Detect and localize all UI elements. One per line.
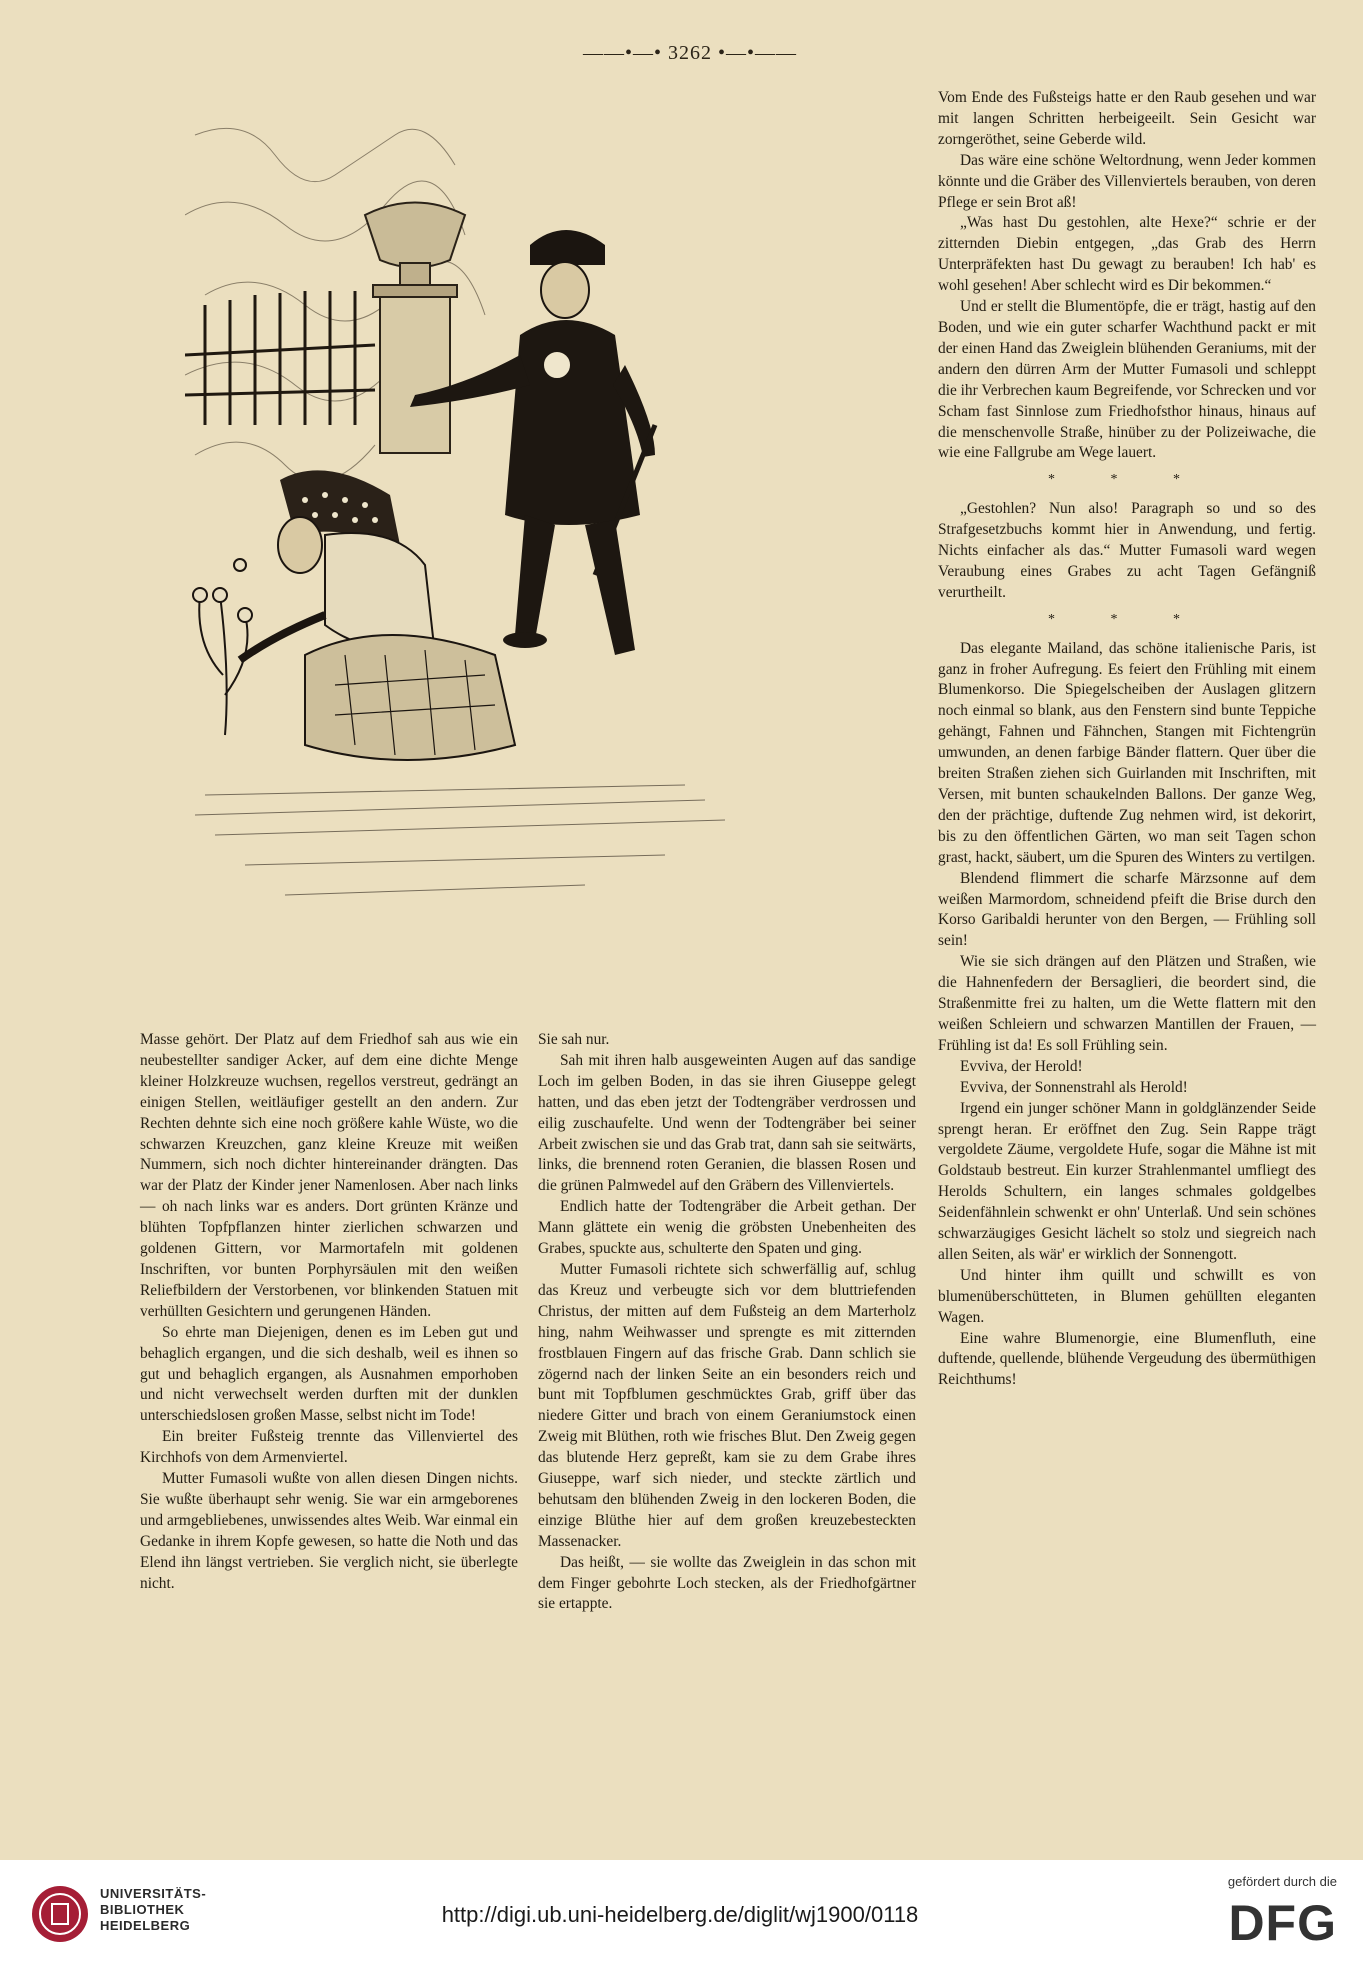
paragraph: Und hinter ihm quillt und schwillt es von blumenüberschütteten, in Blumen gehüllten eleganten Wagen. bbox=[938, 1266, 1316, 1326]
source-url-link[interactable]: http://digi.ub.uni-heidelberg.de/diglit/wj1900/0118 bbox=[441, 1902, 919, 1927]
cemetery-fence bbox=[185, 291, 375, 425]
geranium-plant bbox=[193, 559, 252, 735]
paragraph: „Was hast Du gestohlen, alte Hexe?“ schrie er der zitternden Diebin entgegen, „das Grab des Herrn Unterpräfekten hast Du gewagt zu berauben! Ich hab' es wohl gesehen! Aber schlecht wird es Dir bekommen.“ bbox=[938, 214, 1316, 295]
footer-bar bbox=[0, 1860, 1363, 1964]
section-break: * * * bbox=[1048, 472, 1206, 488]
paragraph: Vom Ende des Fußsteigs hatte er den Raub gesehen und war mit langen Schritten herbeigeeilt. Sein Gesicht war zorngeröthet, seine Geberde wild. bbox=[938, 89, 1316, 148]
paragraph: Eine wahre Blumenorgie, eine Blumenfluth, eine duftende, quellende, blühende Vergeudung des übermüthigen Reichthums! bbox=[938, 1329, 1316, 1389]
university-library-name bbox=[100, 1886, 206, 1934]
paragraph: So ehrte man Diejenigen, denen es im Leben gut und behaglich ergangen, und die sich deshalb, weil es ihnen so gut und behaglich ergangen, als Ausnahmen emporhoben und nicht verwechselt werden durften mit der dunklen unterschiedslosen großen Masse, selbst nicht im Tode! bbox=[140, 1323, 518, 1425]
paragraph: Evviva, der Herold! bbox=[960, 1057, 1083, 1075]
paragraph: Das wäre eine schöne Weltordnung, wenn Jeder kommen könnte und die Gräber des Villenviertels berauben, von deren Pflege er sein Brot aß! bbox=[938, 151, 1316, 211]
ground-hatching bbox=[195, 785, 725, 895]
paragraph: Irgend ein junger schöner Mann in goldglänzender Seide sprengt heran. Er eröffnet den Zug. Sein Rappe trägt vergoldete Zäume, vergoldete Hufe, sogar die Mähne ist mit Goldstaub bestreut. Ein kurzer Strahlenmantel umfliegt des Herolds Schultern, ein langes schmales goldgelbes Seidenfähnlein schwenkt er ohn' Unterlaß. Und sein schönes schwarzäugiges Gesicht lächelt so stolz und siegreich nach allen Seiten, als wär' er wirklich der Sonnengott. bbox=[938, 1099, 1316, 1263]
dfg-logo: DFG bbox=[1228, 1895, 1337, 1951]
uni-line: HEIDELBERG bbox=[100, 1918, 191, 1933]
column-middle bbox=[538, 1030, 916, 1615]
paragraph: Masse gehört. Der Platz auf dem Friedhof sah aus wie ein neubestellter sandiger Acker, auf dem eine dichte Menge kleiner Holzkreuze wuchsen, regellos verstreut, gedrängt an einigen Stellen, weitläufiger gestellt an den andern. Zur Rechten dehnte sich eine noch größere kahle Wüste, wo die schwarzen Kreuzchen, ganz kleine Kreuze mit weißen Nummern, sich noch dichter hintereinander drängten. Das war der Platz der Kinder jener Namenlosen. Aber nach links — oh nach links war es anders. Dort grünten Kränze und blühten Topfpflanzen hinter zierlichen schwarzen und goldenen Gittern, vor Marmortafeln mit goldenen Inschriften, vor bunten Porphyrsäulen mit den weißen Reliefbildern der Verstorbenen, vor blinkenden Statuen mit verhüllten Gesichtern und gerungenen Händen. bbox=[140, 1031, 518, 1320]
paragraph: Sie sah nur. bbox=[538, 1031, 610, 1048]
paragraph: Ein breiter Fußsteig trennte das Villenviertel des Kirchhofs von dem Armenviertel. bbox=[140, 1428, 518, 1467]
paragraph: Sah mit ihren halb ausgeweinten Augen auf das sandige Loch im gelben Boden, in das sie ihren Giuseppe gelegt hatten, und das eben jetzt der Todtengräber verdrossen und eilig zuschaufelte. Und wenn der Todtengräber bei seiner Arbeit zwischen sie und das Grab trat, dann sah sie seitwärts, links, die brennend roten Geranien, die blassen Rosen und die grünen Palmwedel auf den Gräbern des Villenviertels. bbox=[538, 1051, 916, 1195]
paragraph: Und er stellt die Blumentöpfe, die er trägt, hastig auf den Boden, und wie ein guter scharfer Wachthund packt er mit der einen Hand das Zweiglein blühenden Geraniums, mit der andern den dürren Arm der Mutter Fumasoli und schleppt die ihr Verbrechen kaum Begreifende, vor Schrecken und vor Scham fast Sinnlose zum Friedhofsthor hinaus, hinaus auf die menschenvolle Straße, hinüber zu der Polizeiwache, die wie eine Fallgrube am Wege lauert. bbox=[938, 298, 1316, 462]
urn-monument bbox=[365, 203, 465, 454]
illustration-graveyard-scene bbox=[185, 95, 745, 1015]
paragraph: Blendend flimmert die scharfe Märzsonne auf dem weißen Marmordom, schneidend pfeift die Brise durch den Korso Garibaldi herunter von den Bergen, — Frühling soll sein! bbox=[938, 869, 1316, 950]
uni-line: BIBLIOTHEK bbox=[100, 1902, 185, 1917]
university-seal-icon bbox=[30, 1884, 90, 1944]
old-woman-figure bbox=[240, 470, 515, 760]
paragraph: Mutter Fumasoli wußte von allen diesen Dingen nichts. Sie wußte überhaupt sehr wenig. Sie war ein armgeborenes und armgebliebenes, unwissendes altes Weib. War einmal ein Gedanke in ihrem Kopfe gewesen, so hatte die Noth und das Elend ihn längst vertrieben. Sie verglich nicht, sie überlegte nicht. bbox=[140, 1470, 518, 1592]
section-break: * * * bbox=[1048, 611, 1206, 627]
column-right bbox=[938, 88, 1316, 1391]
paragraph: Evviva, der Sonnenstrahl als Herold! bbox=[960, 1078, 1188, 1096]
paragraph: Das elegante Mailand, das schöne italienische Paris, ist ganz in froher Aufregung. Es feiert den Frühling mit einem Blumenkorso. Die Spiegelscheiben der Auslagen glitzern noch einmal so blank, aus den Fenstern sind bunte Teppiche gehängt, Fahnen und Fähnchen, Stangen mit Fichtengrün umwunden, an denen farbige Bänder flattern. Quer über die breiten Straßen ziehen sich Guirlanden mit Inschriften, mit Versen, mit bunten schaukelnden Ballons. Der ganze Weg, den der prächtige, duftende Zug nehmen wird, ist dekorirt, bis zu den öffentlichen Gärten, wo man seit Tagen schon grast, hackt, säubert, um die Spuren des Winters zu vertilgen. bbox=[938, 639, 1316, 866]
paragraph: Endlich hatte der Todtengräber die Arbeit gethan. Der Mann glättete ein wenig die gröbsten Unebenheiten des Grabes, spuckte aus, schulterte den Spaten und ging. bbox=[538, 1198, 916, 1258]
paragraph: Wie sie sich drängen auf den Plätzen und Straßen, wie die Hahnenfedern der Bersaglieri, die beordert sind, die Straßenmitte frei zu halten, um die Wette flattern mit den weißen Schleiern und schwarzen Mantillen der Frauen, — Frühling ist da! Es soll Frühling sein. bbox=[938, 953, 1316, 1054]
paragraph: Das heißt, — sie wollte das Zweiglein in das schon mit dem Finger gebohrte Loch stecken, als der Friedhofgärtner sie ertappte. bbox=[538, 1553, 916, 1613]
paragraph: „Gestohlen? Nun also! Paragraph so und so des Strafgesetzbuchs kommt hier in Anwendung, und fertig. Nichts einfacher als das.“ Mutter Fumasoli ward wegen Veraubung eines Grabes zu acht Tagen Gefängniß verurtheilt. bbox=[938, 500, 1316, 601]
column-left bbox=[140, 1030, 518, 1594]
uni-line: UNIVERSITÄTS- bbox=[100, 1886, 207, 1901]
paragraph: Mutter Fumasoli richtete sich schwerfällig auf, schlug das Kreuz und verbeugte sich vor dem bluttriefenden Christus, der mitten auf dem Fußsteig an dem Marterholz hing, nahm Weihwasser und sprengte es mit zitternden frostblauen Fingern auf das frische Grab. Dann schlich sie zögernd nach der linken Seite an ein besonders reich und bunt mit Topfblumen geschmücktes Grab, griff über das niedere Gitter und brach von einem Geraniumstock einen Zweig mit Blüthen, roth wie frisches Blut. Den Zweig gegen das blutende Herz gepreßt, kam sie zu dem Grabe ihres Giuseppe, warf sich nieder, und steckte zärtlich und behutsam den blühenden Zweig in den lockeren Boden, die einzige Blüthe hier auf dem großen kreuzebesteckten Massenacker. bbox=[538, 1260, 916, 1550]
funding-label: gefördert durch die bbox=[1227, 1874, 1337, 1889]
page-number: ——•—• 3262 •—•—— bbox=[582, 42, 797, 64]
